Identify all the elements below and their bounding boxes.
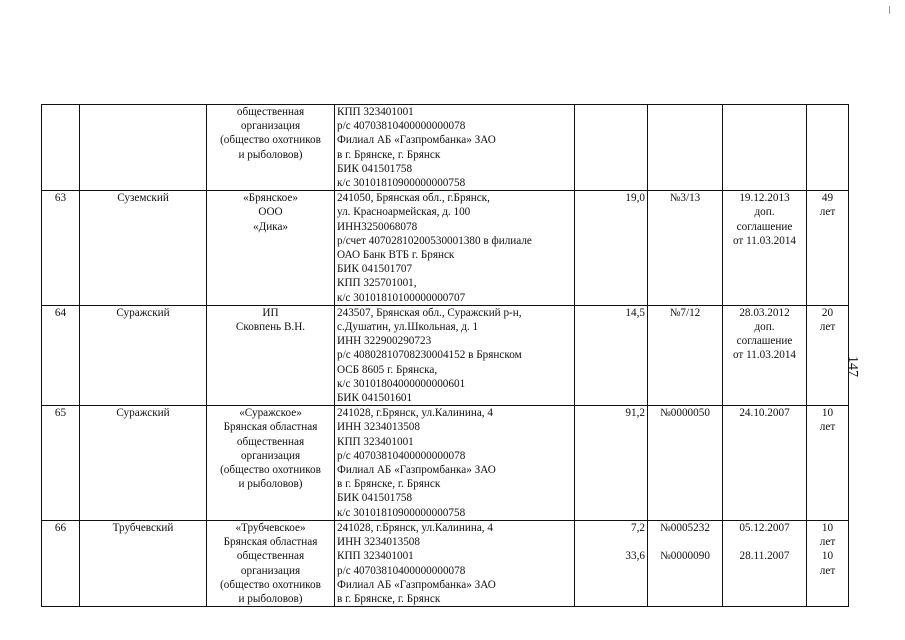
district-cell: Суражский: [80, 406, 207, 521]
term-line: лет: [819, 206, 836, 219]
organization-cell: [207, 305, 335, 405]
row-number-cell: 63: [42, 191, 80, 306]
org-line: «Дика»: [252, 220, 289, 233]
row-number-cell: 64: [42, 305, 80, 405]
agreement-number-cell: [648, 105, 723, 191]
line-gap: [725, 535, 804, 549]
details-line: КПП 323401001: [337, 550, 414, 563]
term-line: 10: [821, 407, 834, 420]
details-cell: [335, 520, 575, 606]
details-line: к/с 30101804000000000601: [337, 377, 466, 390]
organization-cell: [207, 191, 335, 306]
org-line: организация: [240, 120, 301, 133]
details-line: БИК 041501758: [337, 492, 413, 505]
details-line: ИНН 3234013508: [337, 421, 420, 434]
org-line: общественная: [236, 550, 305, 563]
details-line: 241050, Брянская обл., г.Брянск,: [337, 192, 490, 205]
district-cell: Трубчевский: [80, 520, 207, 606]
date-line: 24.10.2007: [739, 407, 790, 420]
details-line: в г. Брянске, г. Брянск: [337, 148, 441, 161]
agreement-number-cell: №3/13: [648, 191, 723, 306]
date-cell: [723, 520, 807, 606]
details-line: БИК 041501758: [337, 162, 413, 175]
date-line: 05.12.2007: [739, 521, 790, 534]
org-line: общественная: [236, 106, 305, 118]
details-line: 241028, г.Брянск, ул.Калинина, 4: [337, 521, 493, 534]
details-line: р/с 40703810400000000078: [337, 564, 466, 577]
term-line: лет: [819, 421, 836, 434]
details-line: ИНН 3234013508: [337, 536, 420, 549]
org-line: (общество охотников: [220, 578, 321, 591]
row-number-cell: [42, 105, 80, 191]
area-cell: 19,0: [575, 191, 648, 306]
details-line: ул. Красноармейская, д. 100: [337, 206, 471, 219]
district-cell: Суземский: [80, 191, 207, 306]
page-number: 147: [845, 356, 860, 377]
table-row: [42, 305, 849, 405]
date-line: 28.03.2012: [739, 306, 790, 319]
details-line: с.Душатин, ул.Школьная, д. 1: [337, 321, 479, 334]
table-row: [42, 105, 849, 191]
details-line: к/с 30101810100000000707: [337, 291, 466, 304]
details-line: р/с 40703810400000000078: [337, 449, 466, 462]
organization-cell: [207, 406, 335, 521]
details-line: к/с 30101810900000000758: [337, 506, 466, 519]
registry-table: [41, 104, 849, 607]
details-cell: [335, 406, 575, 521]
org-line: «Суражское»: [239, 407, 302, 420]
org-line: Брянская областная: [223, 536, 318, 549]
date-line: 28.11.2007: [739, 550, 790, 563]
org-line: «Трубчевское»: [235, 521, 306, 534]
term-line: лет: [819, 564, 836, 577]
date-line: от 11.03.2014: [732, 234, 797, 247]
organization-cell: [207, 105, 335, 191]
term-line: 10: [821, 550, 834, 563]
org-line: организация: [240, 564, 301, 577]
org-line: ИП: [262, 306, 279, 319]
org-line: и рыболовов): [238, 148, 303, 161]
line-gap: [577, 535, 645, 549]
row-number-cell: 65: [42, 406, 80, 521]
org-line: и рыболовов): [238, 478, 303, 491]
details-line: ОСБ 8605 г. Брянска,: [337, 363, 438, 376]
org-line: организация: [240, 449, 301, 462]
details-line: в г. Брянске, г. Брянск: [337, 478, 441, 491]
details-line: 243507, Брянская обл., Суражский р-н,: [337, 306, 522, 319]
org-line: (общество охотников: [220, 134, 321, 147]
date-cell: [723, 305, 807, 405]
agreement-line: №0000090: [660, 550, 710, 563]
term-line: 20: [821, 306, 834, 319]
details-line: к/с 30101810900000000758: [337, 177, 466, 190]
area-cell: [575, 105, 648, 191]
agreement-number-cell: №0000050: [648, 406, 723, 521]
table-row: [42, 520, 849, 606]
date-cell: [723, 105, 807, 191]
org-line: «Брянское»: [243, 192, 298, 205]
details-line: в г. Брянске, г. Брянск: [337, 592, 441, 605]
org-line: и рыболовов): [238, 592, 303, 605]
details-line: КПП 323401001: [337, 106, 414, 118]
term-line: лет: [819, 321, 836, 334]
details-cell: [335, 105, 575, 191]
area-cell: 91,2: [575, 406, 648, 521]
table-row: [42, 406, 849, 521]
date-line: доп.: [754, 206, 775, 219]
details-line: ИНН 322900290723: [337, 335, 432, 348]
line-gap: [650, 535, 720, 549]
agreement-line: №0005232: [660, 521, 710, 534]
term-cell: [807, 305, 849, 405]
organization-cell: [207, 520, 335, 606]
details-line: КПП 323401001: [337, 435, 414, 448]
org-line: Сковпень В.Н.: [235, 321, 306, 334]
date-line: 19.12.2013: [739, 192, 790, 205]
agreement-number-cell: №7/12: [648, 305, 723, 405]
details-cell: [335, 305, 575, 405]
term-cell: [807, 105, 849, 191]
row-number-cell: 66: [42, 520, 80, 606]
details-line: БИК 041501707: [337, 263, 413, 276]
term-cell: [807, 191, 849, 306]
details-line: Филиал АБ «Газпромбанка» ЗАО: [337, 464, 496, 477]
details-line: БИК 041501601: [337, 392, 413, 405]
area-cell: [575, 520, 648, 606]
org-line: ООО: [258, 206, 283, 219]
details-line: Филиал АБ «Газпромбанка» ЗАО: [337, 134, 496, 147]
details-line: 241028, г.Брянск, ул.Калинина, 4: [337, 407, 493, 420]
details-line: ОАО Банк ВТБ г. Брянск: [337, 249, 455, 262]
date-cell: [723, 406, 807, 521]
district-cell: [80, 105, 207, 191]
date-line: от 11.03.2014: [732, 349, 797, 362]
term-line: лет: [819, 536, 836, 549]
area-cell: 14,5: [575, 305, 648, 405]
agreement-number-cell: [648, 520, 723, 606]
details-line: ИНН3250068078: [337, 220, 418, 233]
area-line: 33,6: [625, 550, 645, 563]
term-line: 49: [821, 192, 834, 205]
area-line: 7,2: [631, 521, 645, 534]
corner-mark: [889, 6, 890, 14]
term-cell: [807, 520, 849, 606]
details-line: Филиал АБ «Газпромбанка» ЗАО: [337, 578, 496, 591]
org-line: Брянская областная: [223, 421, 318, 434]
date-cell: [723, 191, 807, 306]
date-line: доп.: [754, 321, 775, 334]
term-line: 10: [821, 521, 834, 534]
details-line: р/с 40802810708230004152 в Брянском: [337, 349, 522, 362]
org-line: (общество охотников: [220, 464, 321, 477]
district-cell: Суражский: [80, 305, 207, 405]
details-cell: [335, 191, 575, 306]
date-line: соглашение: [736, 220, 793, 233]
details-line: р/с 40703810400000000078: [337, 120, 466, 133]
details-line: КПП 325701001,: [337, 277, 417, 290]
org-line: общественная: [236, 435, 305, 448]
term-cell: [807, 406, 849, 521]
table-row: [42, 191, 849, 306]
date-line: соглашение: [736, 335, 793, 348]
details-line: р/счет 40702810200530001380 в филиале: [337, 234, 532, 247]
